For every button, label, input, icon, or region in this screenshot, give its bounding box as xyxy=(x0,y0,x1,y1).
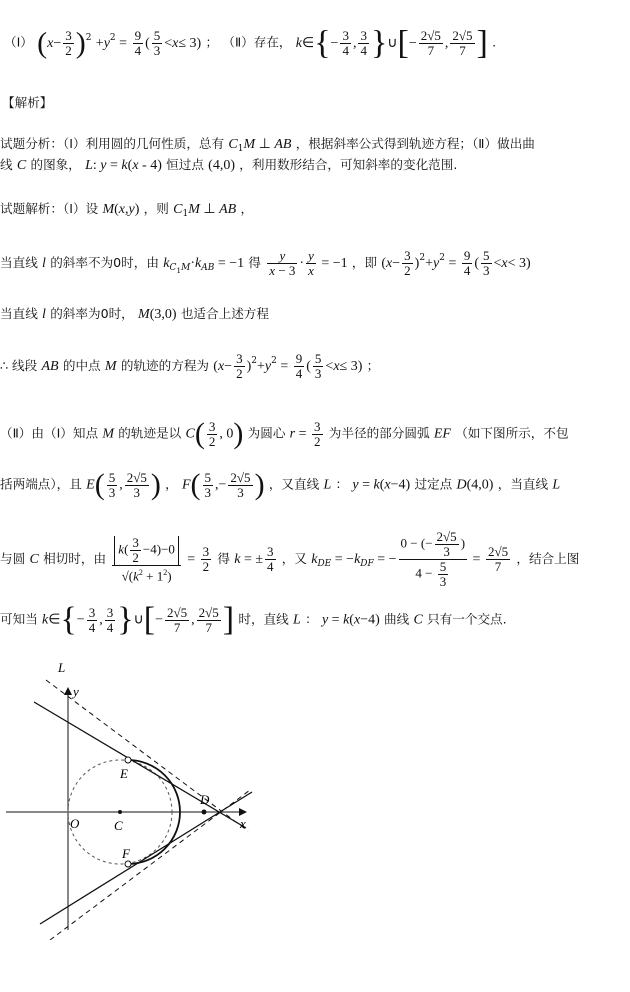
answer-equation-1: (x− $\frac{3}{2}$ )$^2 +y^2$ = $\frac{9}{4}$ ( $\frac{5}{3}$ <x≤ 3) xyxy=(37,26,202,59)
solution-s5: （Ⅱ）由（Ⅰ）知点 M 的轨迹是以 C( $\frac{3}{2}$ , 0) 为圆心 r = $\frac{3}{2}$ 为半径的部分圆弧 EF （如下图所示，不包 xyxy=(0,417,569,450)
solution-s2: 当直线 l 的斜率不为0时，由 $k_{C_1M}\cdot k_{AB} = -1$ 得 $\frac{y}{x - 3}$ · $\frac{y}{x}$ = −1 ，即 (x− $\frac{3}{2}$ )$^2+y^2$ = $\frac{9}{4}$ ( $\frac{5}{3}$ <x< 3) xyxy=(0,248,531,278)
label-o: O xyxy=(70,816,80,831)
point-e xyxy=(125,757,131,763)
line-l-upper-dashed xyxy=(46,680,248,831)
answer-part2-label: （Ⅱ）存在， xyxy=(222,34,292,50)
analysis-p2: 线 C 的图象， L: y = k(x - 4) 恒过点 (4,0) ，利用数形结合，可知斜率的变化范围. xyxy=(0,157,458,173)
answer-sep: ； xyxy=(205,34,219,50)
point-d xyxy=(202,810,207,815)
answer-part1-label: （Ⅰ） xyxy=(4,34,33,50)
label-c: C xyxy=(114,818,123,833)
solution-s6: 括两端点），且 E( $\frac{5}{3}$ , $\frac{2√5}{3}$ ) ， F( $\frac{5}{3}$ ,− $\frac{2√5}{3}$ ) ，又直线 L ： y = k(x−4) 过定点 D(4,0) ，当直线 L xyxy=(0,468,561,501)
geometry-figure xyxy=(0,660,270,940)
point-f xyxy=(125,861,131,867)
answer-line xyxy=(4,24,497,61)
analysis-heading: 【解析】 xyxy=(2,95,53,110)
line-l-upper-solid xyxy=(34,702,246,828)
point-c xyxy=(118,810,122,814)
solution-s1: 试题解析：（Ⅰ）设 M(x,y) ，则 $C_1M$ ⊥ AB ， xyxy=(0,201,254,219)
label-x: x xyxy=(240,816,246,831)
solution-s4: ∴ 线段 AB 的中点 M 的轨迹的方程为 (x− $\frac{3}{2}$ )$^2+y^2$ = $\frac{9}{4}$ ( $\frac{5}{3}$ <x≤ 3) ； xyxy=(0,351,380,381)
solution-s8: 可知当 k∈{− $\frac{3}{4}$ , $\frac{3}{4}$ }∪[− $\frac{2√5}{7}$ , $\frac{2√5}{7}$ ] 时，直线 L ： y = k(x−4) 曲线 C 只有一个交点. xyxy=(0,601,507,638)
label-e: E xyxy=(120,766,128,781)
answer-range: k∈{− $\frac{3}{4}$ , $\frac{3}{4}$ }∪[− $\frac{2√5}{7}$ , $\frac{2√5}{7}$ ] xyxy=(295,24,488,61)
label-l: L xyxy=(58,660,66,675)
analysis-p1: 试题分析：（Ⅰ）利用圆的几何性质，总有 $C_1M$ ⊥ AB ，根据斜率公式得到轨迹方程；（Ⅱ）做出曲 xyxy=(0,136,535,154)
label-d: D xyxy=(200,792,210,807)
solution-s7: 与圆 C 相切时，由 k( $\frac{3}{2}$ −4)−0 $√(k^2 + 1^2)$ = $\frac{3}{2}$ 得 k = ± $\frac{3}{4}$ ，又 $k_{DE} = -k_{DF}$ = − 0 − (− $\frac{2√5}{3}$ ) 4 − $\frac{5}{3}$ = $\frac{2√5}{7}$ ，结合上图 xyxy=(0,529,580,589)
label-y: y xyxy=(73,684,79,699)
solution-s3: 当直线 l 的斜率为0时， M(3,0) 也适合上述方程 xyxy=(0,306,269,322)
answer-end: . xyxy=(492,34,497,50)
label-f: F xyxy=(122,846,130,861)
